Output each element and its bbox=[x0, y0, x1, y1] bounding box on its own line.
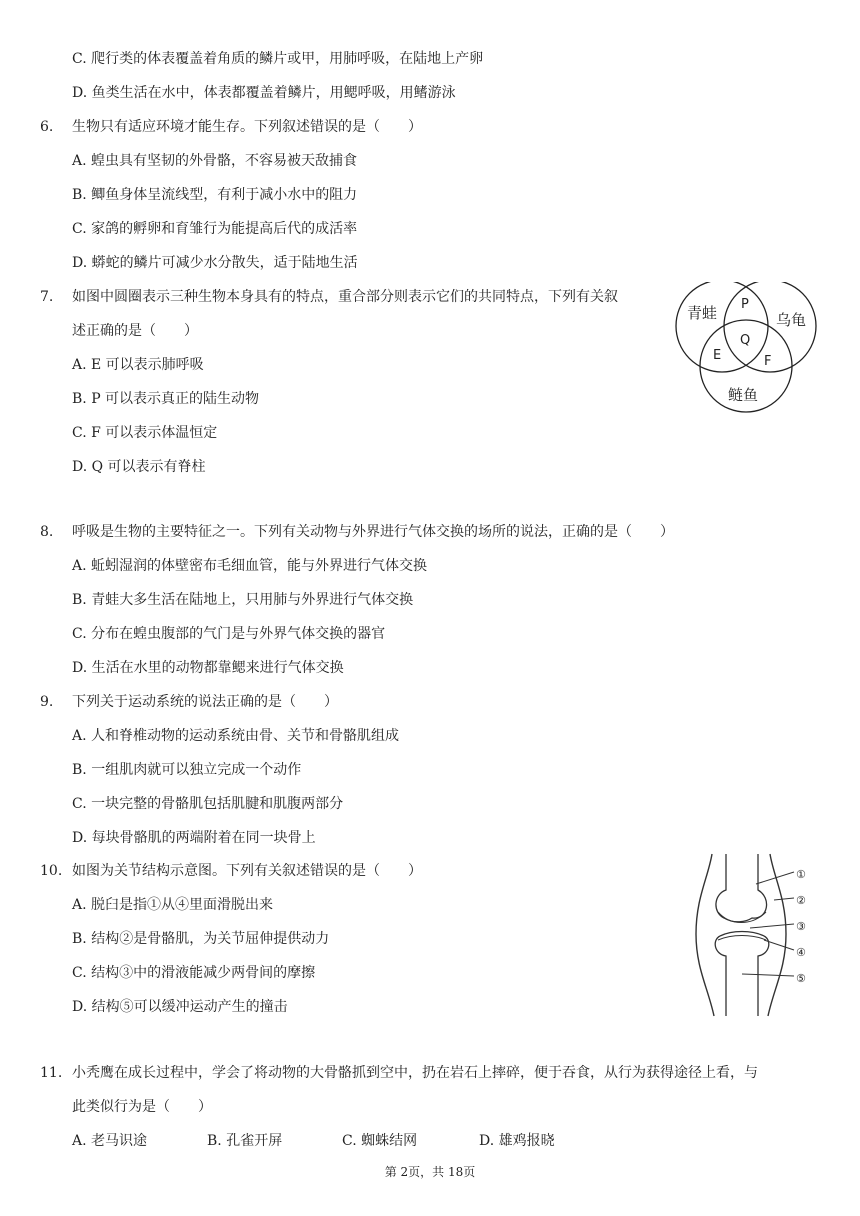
q11-number: 11. bbox=[40, 1065, 63, 1081]
q7-stem-line1: 如图中圆圈表示三种生物本身具有的特点，重合部分则表示它们的共同特点，下列有关叙 bbox=[72, 289, 618, 305]
joint-label-4: ④ bbox=[796, 946, 806, 959]
venn-letter-e: E bbox=[713, 348, 722, 363]
q9-option-c: C. 一块完整的骨骼肌包括肌腱和肌腹两部分 bbox=[72, 796, 344, 812]
q7-option-c: C. F 可以表示体温恒定 bbox=[72, 425, 218, 441]
venn-letter-q: Q bbox=[740, 333, 751, 348]
q10-stem: 如图为关节结构示意图。下列有关叙述错误的是（ ） bbox=[72, 863, 422, 879]
q5-option-c: C. 爬行类的体表覆盖着角质的鳞片或甲，用肺呼吸，在陆地上产卵 bbox=[72, 51, 484, 67]
joint-label-1: ① bbox=[796, 868, 806, 881]
q8-option-c: C. 分布在蝗虫腹部的气门是与外界气体交换的器官 bbox=[72, 626, 386, 642]
q5-option-d: D. 鱼类生活在水中，体表都覆盖着鳞片，用鳃呼吸，用鳍游泳 bbox=[72, 85, 456, 101]
venn-letter-f: F bbox=[764, 354, 772, 369]
venn-label-turtle: 乌龟 bbox=[776, 311, 807, 329]
q7-option-a: A. E 可以表示肺呼吸 bbox=[72, 357, 204, 373]
q10-option-a: A. 脱臼是指①从④里面滑脱出来 bbox=[72, 897, 274, 913]
q8-stem: 呼吸是生物的主要特征之一。下列有关动物与外界进行气体交换的场所的说法，正确的是（ ） bbox=[72, 524, 674, 540]
q8-option-d: D. 生活在水里的动物都靠鳃来进行气体交换 bbox=[72, 660, 344, 676]
q11-option-c: C. 蜘蛛结网 bbox=[342, 1133, 418, 1149]
venn-label-fish: 鲢鱼 bbox=[728, 386, 759, 404]
q6-option-a: A. 蝗虫具有坚韧的外骨骼，不容易被天敌捕食 bbox=[72, 153, 358, 169]
q9-option-a: A. 人和脊椎动物的运动系统由骨、关节和骨骼肌组成 bbox=[72, 728, 400, 744]
q8-option-b: B. 青蛙大多生活在陆地上，只用肺与外界进行气体交换 bbox=[72, 592, 414, 608]
q9-option-b: B. 一组肌肉就可以独立完成一个动作 bbox=[72, 762, 302, 778]
q11-stem-line1: 小秃鹰在成长过程中，学会了将动物的大骨骼抓到空中，扔在岩石上摔碎，便于吞食，从行为获得途径上看，与 bbox=[72, 1065, 758, 1081]
q10-option-d: D. 结构⑤可以缓冲运动产生的撞击 bbox=[72, 999, 288, 1015]
joint-label-2: ② bbox=[796, 894, 806, 907]
q6-number: 6. bbox=[40, 119, 54, 135]
q6-option-d: D. 蟒蛇的鳞片可减少水分散失，适于陆地生活 bbox=[72, 255, 358, 271]
q9-number: 9. bbox=[40, 694, 54, 710]
leader-line-2 bbox=[774, 898, 794, 900]
joint-lower-bone bbox=[715, 936, 726, 1016]
joint-outer-outline-right bbox=[768, 854, 786, 1016]
joint-outer-outline bbox=[696, 854, 714, 1016]
joint-diagram bbox=[690, 848, 820, 1020]
q10-option-c: C. 结构③中的滑液能减少两骨间的摩擦 bbox=[72, 965, 316, 981]
leader-line-5 bbox=[742, 974, 794, 976]
joint-upper-bone bbox=[716, 854, 767, 922]
joint-label-5: ⑤ bbox=[796, 972, 806, 985]
q6-stem: 生物只有适应环境才能生存。下列叙述错误的是（ ） bbox=[72, 119, 422, 135]
q11-stem-line2: 此类似行为是（ ） bbox=[72, 1099, 212, 1115]
q9-stem: 下列关于运动系统的说法正确的是（ ） bbox=[72, 694, 338, 710]
q7-number: 7. bbox=[40, 289, 54, 305]
page-footer: 第 2页，共 18页 bbox=[384, 1165, 476, 1179]
q11-option-a: A. 老马识途 bbox=[72, 1133, 148, 1149]
venn-diagram bbox=[670, 282, 820, 414]
joint-cartilage-lower bbox=[718, 936, 766, 941]
q8-option-a: A. 蚯蚓湿润的体壁密布毛细血管，能与外界进行气体交换 bbox=[72, 558, 428, 574]
leader-line-3 bbox=[750, 924, 794, 928]
q11-options bbox=[72, 1132, 555, 1150]
q8-number: 8. bbox=[40, 524, 54, 540]
q7-option-b: B. P 可以表示真正的陆生动物 bbox=[72, 391, 260, 407]
q9-option-d: D. 每块骨骼肌的两端附着在同一块骨上 bbox=[72, 830, 316, 846]
q7-option-d: D. Q 可以表示有脊柱 bbox=[72, 459, 206, 475]
q7-stem-line2: 述正确的是（ ） bbox=[72, 323, 198, 339]
q6-option-c: C. 家鸽的孵卵和育雏行为能提高后代的成活率 bbox=[72, 221, 358, 237]
q11-option-d: D. 雄鸡报晓 bbox=[479, 1133, 555, 1149]
venn-letter-p: P bbox=[741, 297, 749, 312]
venn-label-frog: 青蛙 bbox=[687, 304, 718, 322]
joint-label-3: ③ bbox=[796, 920, 806, 933]
q10-number: 10. bbox=[40, 863, 63, 879]
q11-option-b: B. 孔雀开屏 bbox=[207, 1133, 283, 1149]
q10-option-b: B. 结构②是骨骼肌，为关节屈伸提供动力 bbox=[72, 931, 330, 947]
joint-lower-bone-right bbox=[758, 936, 769, 1016]
q6-option-b: B. 鲫鱼身体呈流线型，有利于减小水中的阻力 bbox=[72, 187, 358, 203]
